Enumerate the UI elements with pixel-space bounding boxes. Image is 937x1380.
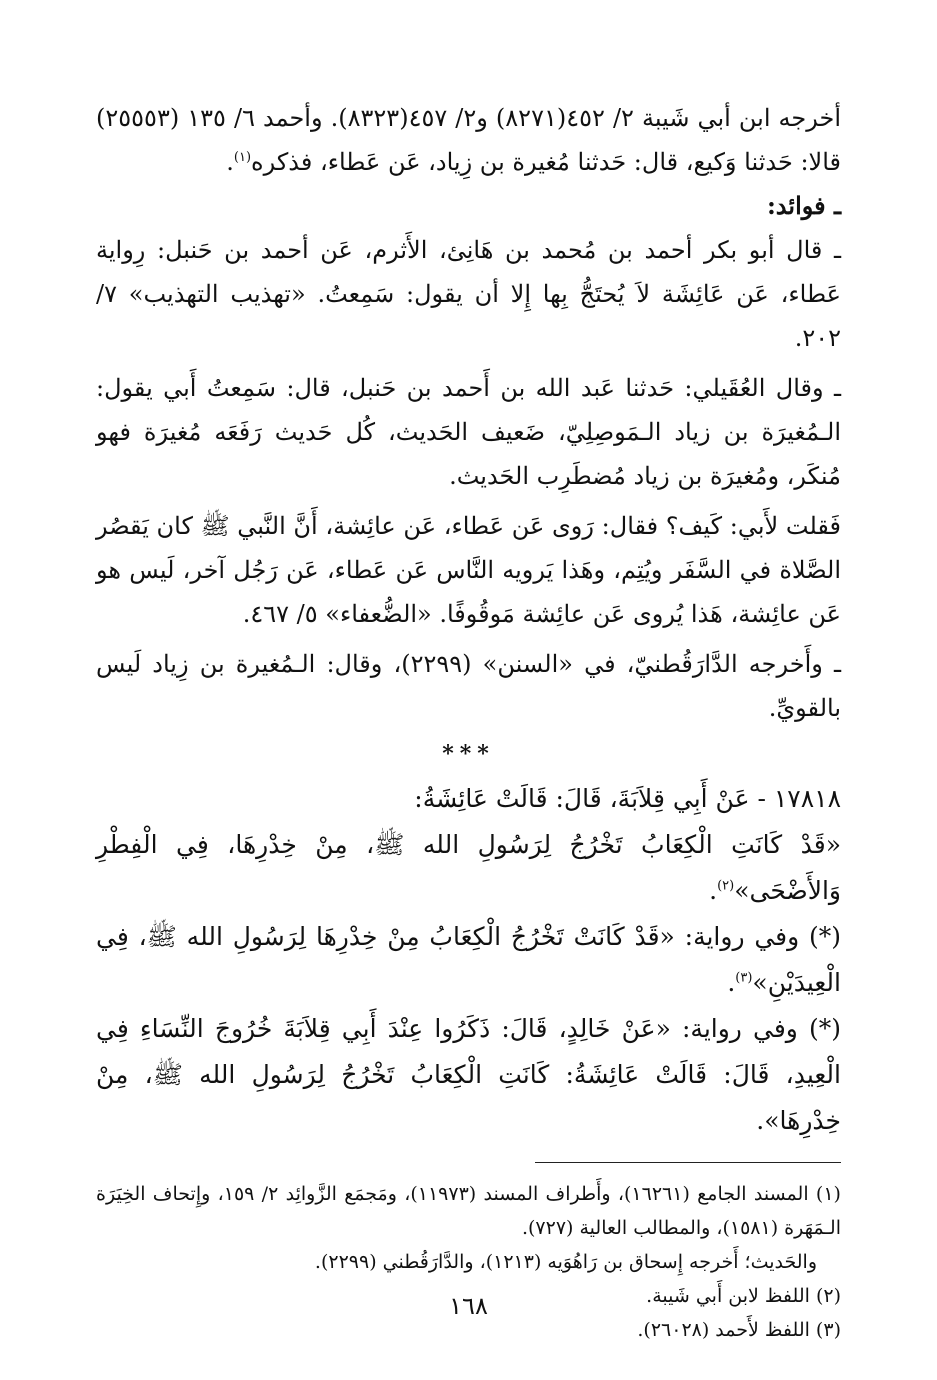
hadith-riwaya-1: (*) وفي رواية: «قَدْ كَانَتْ تَخْرُجُ الْكِعَابُ مِنْ خِدْرِهَا لِرَسُولِ الله ﷺ، فِي الْعِيدَيْنِ»$^{(٣)}$. [96, 922, 841, 997]
section-separator: *** [442, 741, 495, 767]
hadith-heading [96, 776, 841, 822]
hadith-number: ١٧٨١٨ - [757, 784, 841, 813]
footnote-1: (١) المسند الجامع (١٦٢٦١)، وأَطراف المسند (١١٩٧٣)، ومَجمَع الزَّوائِد ٢/ ١٥٩، وإِتحاف الخِيَرَة الـمَهَرة (١٥٨١)، والمطالب العالية (٧٢٧). [96, 1183, 841, 1239]
page-number: ١٦٨ [449, 1292, 488, 1320]
footnote-divider [535, 1162, 841, 1163]
footnote-ref[interactable]: (٢) [717, 878, 735, 894]
benefit-paragraph-question: فَقلت لأَبي: كَيف؟ فقال: رَوى عَن عَطاء، عَن عائِشة، أَنَّ النَّبي ﷺ كان يَقصُر الصَّلاة في السَّفَر ويُتِم، وهَذا يَرويه النَّاس عَن عَطاء، عَن رَجُل آخر، لَيس هو عَن عائِشة، هَذا يُروى عَن عائِشة مَوقُوفًا. «الضُّعفاء» ٥/ ٤٦٧. [96, 512, 842, 628]
hadith-riwaya-2: (*) وفي رواية: «عَنْ خَالِدٍ، قَالَ: ذَكَرُوا عِنْدَ أَبِي قِلاَبَةَ خُرُوجَ النِّسَاءِ فِي الْعِيدِ، قَالَ: قَالَتْ عَائِشَةُ: كَانَتِ الْكِعَابُ تَخْرُجُ لِرَسُولِ الله ﷺ، مِنْ خِدْرِهَا». [96, 1014, 841, 1135]
footnote-1-continuation: والحَديث؛ أَخرجه إِسحاق بن رَاهُوَيه (١٢١٣)، والدَّارَقُطني (٢٢٩٩). [314, 1251, 817, 1273]
hadith-opening: عَنْ أَبِي قِلاَبَةَ، قَالَ: قَالَتْ عَائِشَةُ: [414, 784, 750, 813]
footnote-2: (٢) اللفظ لابن أَبي شَيبة. [646, 1285, 841, 1307]
benefits-heading: ـ فوائد: [766, 191, 841, 220]
footnote-3: (٣) اللفظ لأَحمد (٢٦٠٢٨). [637, 1319, 841, 1341]
benefit-paragraph-athram: ـ قال أبو بكر أحمد بن مُحمد بن هَانِئ، الأَثرم، عَن أحمد بن حَنبل: رِواية عَطاء، عَن عَائِشَة لاَ يُحتَجُّ بِها إِلا أن يقول: سَمِعتُ. «تهذيب التهذيب» ٧/ ٢٠٢. [96, 236, 841, 352]
footnote-ref[interactable]: (١) [233, 150, 252, 165]
hadith-text: «قَدْ كَانَتِ الْكِعَابُ تَخْرُجُ لِرَسُولِ الله ﷺ، مِنْ خِدْرِهَا، فِي الْفِطْرِ وَالأَضْحَى»$^{(٢)}$. [96, 830, 841, 905]
takhrij-paragraph: أخرجه ابن أبي شَيبة ٢/ ٤٥٢(٨٢٧١) و٢/ ٤٥٧(٨٣٢٣). وأحمد ٦/ ١٣٥ (٢٥٥٥٣) قالا: حَدثنا وَكيع، قال: حَدثنا مُغيرة بن زِياد، عَن عَطاء، فذكره$^{(١)}$. [96, 104, 841, 176]
footnote-ref[interactable]: (٣) [735, 970, 753, 986]
benefit-paragraph-daraqutni: ـ وأَخرجه الدَّارَقُطنيّ، في «السنن» (٢٢٩٩)، وقال: الـمُغيرة بن زِياد لَيس بالقويِّ. [96, 650, 842, 722]
benefit-paragraph-uqaili: ـ وقال العُقَيلي: حَدثنا عَبد الله بن أَحمد بن حَنبل، قال: سَمِعتُ أَبي يقول: الـمُغيرَة بن زياد الـمَوصِلِيّ، ضَعيف الحَديث، كُل حَديث رَفَعَه مُغيرَة فهو مُنكَر، ومُغيرَة بن زياد مُضطَرِب الحَديث. [96, 374, 841, 490]
